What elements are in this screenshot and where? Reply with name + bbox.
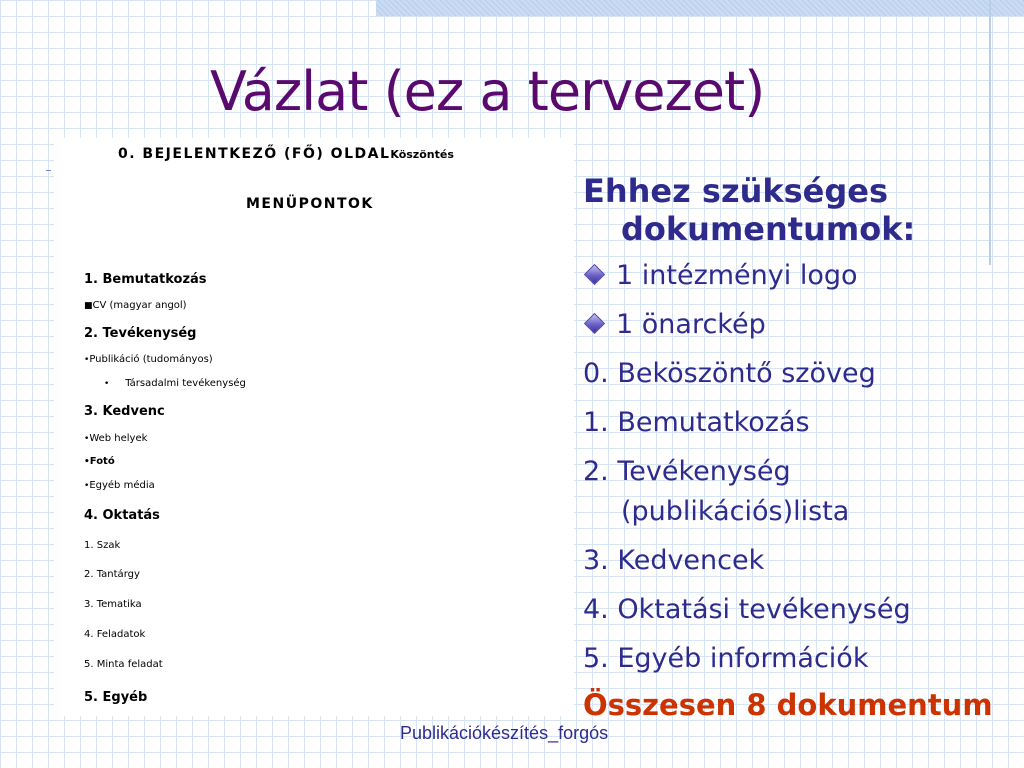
document-section-item: [84, 456, 115, 467]
document-section-title: 3. Kedvenc: [84, 404, 165, 419]
document-section-item: [84, 300, 187, 311]
list-item: 3. Kedvencek: [583, 545, 765, 576]
document-heading-greeting: Köszöntés: [390, 148, 454, 161]
decorative-dash: [46, 170, 51, 171]
dot-bullet-icon: •: [104, 379, 110, 389]
list-item-text: 1 intézményi logo: [616, 260, 858, 291]
document-section-item: 4. Feladatok: [84, 629, 146, 640]
document-heading-text: 0. BEJELENTKEZŐ (FŐ) OLDAL: [118, 146, 391, 162]
document-section-item-text: Publikáció (tudományos): [89, 354, 213, 365]
document-image: [54, 138, 574, 716]
list-heading: [583, 172, 1013, 248]
document-section-item: [104, 378, 246, 389]
list-item: [583, 256, 1013, 296]
document-section-item: [84, 433, 147, 444]
dot-bullet-icon: •: [84, 434, 90, 444]
document-section-item: [84, 480, 155, 491]
document-heading: [118, 146, 454, 162]
document-section-item-text: Web helyek: [89, 433, 148, 444]
document-section-item: 5. Minta feladat: [84, 659, 163, 670]
document-section-title: 2. Tevékenység: [84, 326, 197, 341]
dot-bullet-icon: •: [84, 457, 90, 467]
top-decorative-band: [376, 0, 1024, 16]
list-heading-line1: Ehhez szükséges: [583, 172, 889, 210]
list-total: Összesen 8 dokumentum: [583, 688, 993, 722]
slide-footer: Publikációkészítés_forgós: [400, 723, 609, 743]
document-section-title: 1. Bemutatkozás: [84, 272, 207, 287]
diamond-bullet-icon: [584, 264, 605, 285]
list-heading-line2: dokumentumok:: [621, 210, 916, 248]
document-menu-title: MENÜPONTOK: [246, 196, 374, 212]
document-section-title: 5. Egyéb: [84, 690, 148, 705]
dot-bullet-icon: •: [84, 355, 90, 365]
document-section-item: 3. Tematika: [84, 599, 142, 610]
document-section-item: [84, 354, 213, 365]
document-section-item: 1. Szak: [84, 540, 121, 551]
list-item-continuation: (publikációs)lista: [621, 496, 850, 527]
document-section-title: 4. Oktatás: [84, 508, 160, 523]
list-item: 1. Bemutatkozás: [583, 407, 810, 438]
document-section-item-text: Egyéb média: [89, 480, 155, 491]
required-documents-list: [583, 172, 1013, 722]
list-item: [583, 305, 1013, 345]
square-bullet-icon: ■: [84, 301, 93, 311]
diamond-bullet-icon: [584, 313, 605, 334]
document-section-item-text: Fotó: [89, 456, 115, 467]
document-section-item: 2. Tantárgy: [84, 569, 140, 580]
list-item: 0. Beköszöntő szöveg: [583, 358, 876, 389]
dot-bullet-icon: •: [84, 481, 90, 491]
list-item-text: 2. Tevékenység: [583, 456, 791, 487]
list-item-text: 1 önarckép: [616, 309, 766, 340]
list-item: 5. Egyéb információk: [583, 643, 869, 674]
list-item: 4. Oktatási tevékenység: [583, 594, 911, 625]
document-section-item-text: CV (magyar angol): [92, 300, 187, 311]
list-item: [583, 452, 1013, 532]
slide-title: Vázlat (ez a tervezet): [210, 60, 765, 123]
document-section-item-text: Társadalmi tevékenység: [125, 378, 246, 389]
